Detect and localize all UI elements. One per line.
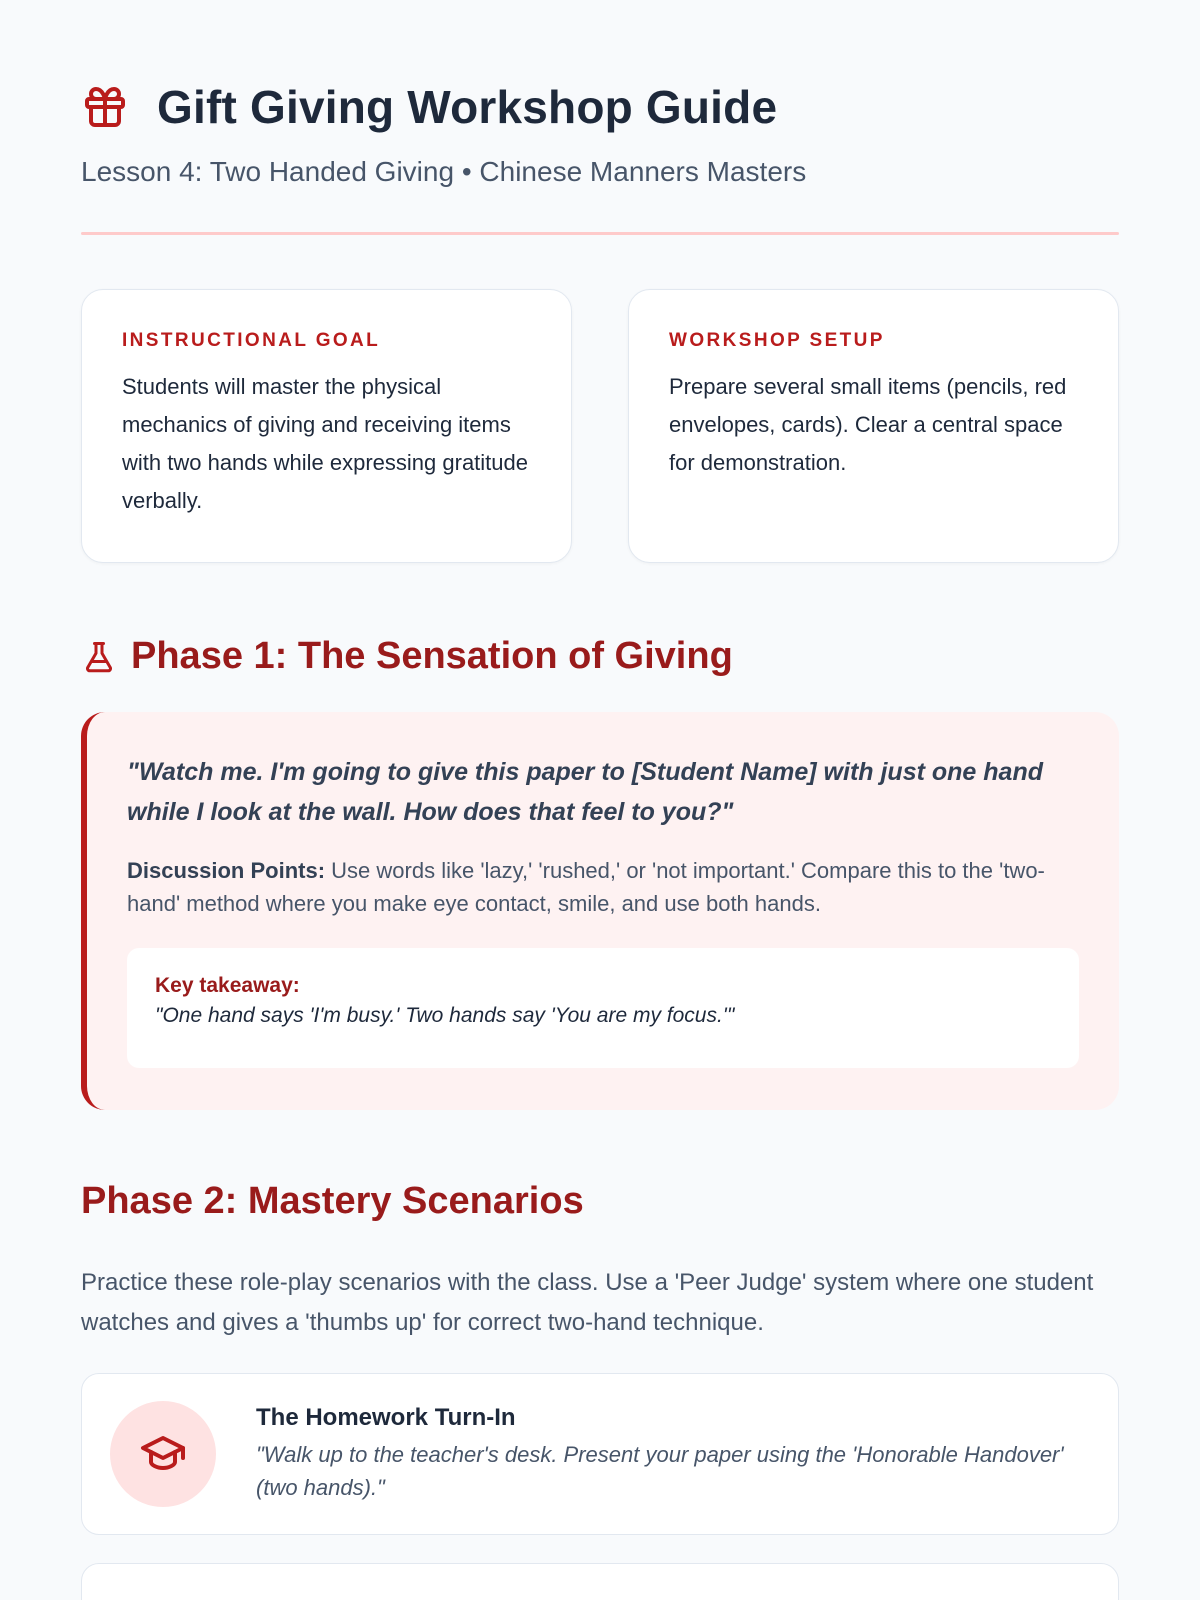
demonstration-quote: "Watch me. I'm going to give this paper to [Student Name] with just one hand while I look at the wall. How does that feel to you?" <box>127 758 1043 826</box>
page-subtitle: Lesson 4: Two Handed Giving • Chinese Manners Masters <box>81 156 807 187</box>
scenario-description: "Walk up to the teacher's desk. Present your paper using the 'Honorable Handover' (two hands)." <box>256 1442 1064 1500</box>
key-takeaway-box <box>127 948 1079 1068</box>
discussion-text: Use words like 'lazy,' 'rushed,' or 'not important.' Compare this to the 'two-hand' method where you make eye contact, smile, and use both hands. <box>127 858 1045 916</box>
takeaway-text: "One hand says 'I'm busy.' Two hands say 'You are my focus.'" <box>155 1004 735 1027</box>
scenario-icon-badge <box>110 1401 216 1507</box>
phase-2-heading-text: Phase 2: Mastery Scenarios <box>81 1180 584 1222</box>
scenario-card <box>81 1563 1119 1600</box>
gift-icon <box>81 83 129 131</box>
page-title: Gift Giving Workshop Guide <box>157 81 778 133</box>
workshop-setup-card <box>628 289 1119 563</box>
phase-2-intro: Practice these role-play scenarios with the class. Use a 'Peer Judge' system where one student watches and gives a 'thumbs up' for correct two-hand technique. <box>81 1269 1094 1336</box>
card-label: WORKSHOP SETUP <box>669 330 885 351</box>
flask-icon <box>81 637 117 677</box>
scenario-body <box>256 1404 1090 1504</box>
graduation-cap-icon <box>139 1428 187 1481</box>
phase-1-heading-text: Phase 1: The Sensation of Giving <box>131 635 733 677</box>
card-label: INSTRUCTIONAL GOAL <box>122 330 381 351</box>
header-divider <box>81 232 1119 235</box>
demonstration-quote-box <box>81 712 1119 1110</box>
card-text: Students will master the physical mechanics of giving and receiving items with two hands while expressing gratitude verbally. <box>122 374 529 513</box>
header <box>81 0 1119 235</box>
discussion-points <box>127 854 1079 920</box>
scenario-card <box>81 1373 1119 1535</box>
phase-2-heading <box>81 1180 1119 1223</box>
card-text: Prepare several small items (pencils, red envelopes, cards). Clear a central space for demonstration. <box>669 374 1067 475</box>
info-cards <box>81 289 1119 563</box>
takeaway-label: Key takeaway: <box>155 974 300 997</box>
title-row <box>81 80 1119 134</box>
scenario-title: The Homework Turn-In <box>256 1404 516 1431</box>
phase-1-heading <box>81 635 1119 678</box>
discussion-label: Discussion Points: <box>127 858 326 883</box>
instructional-goal-card <box>81 289 572 563</box>
